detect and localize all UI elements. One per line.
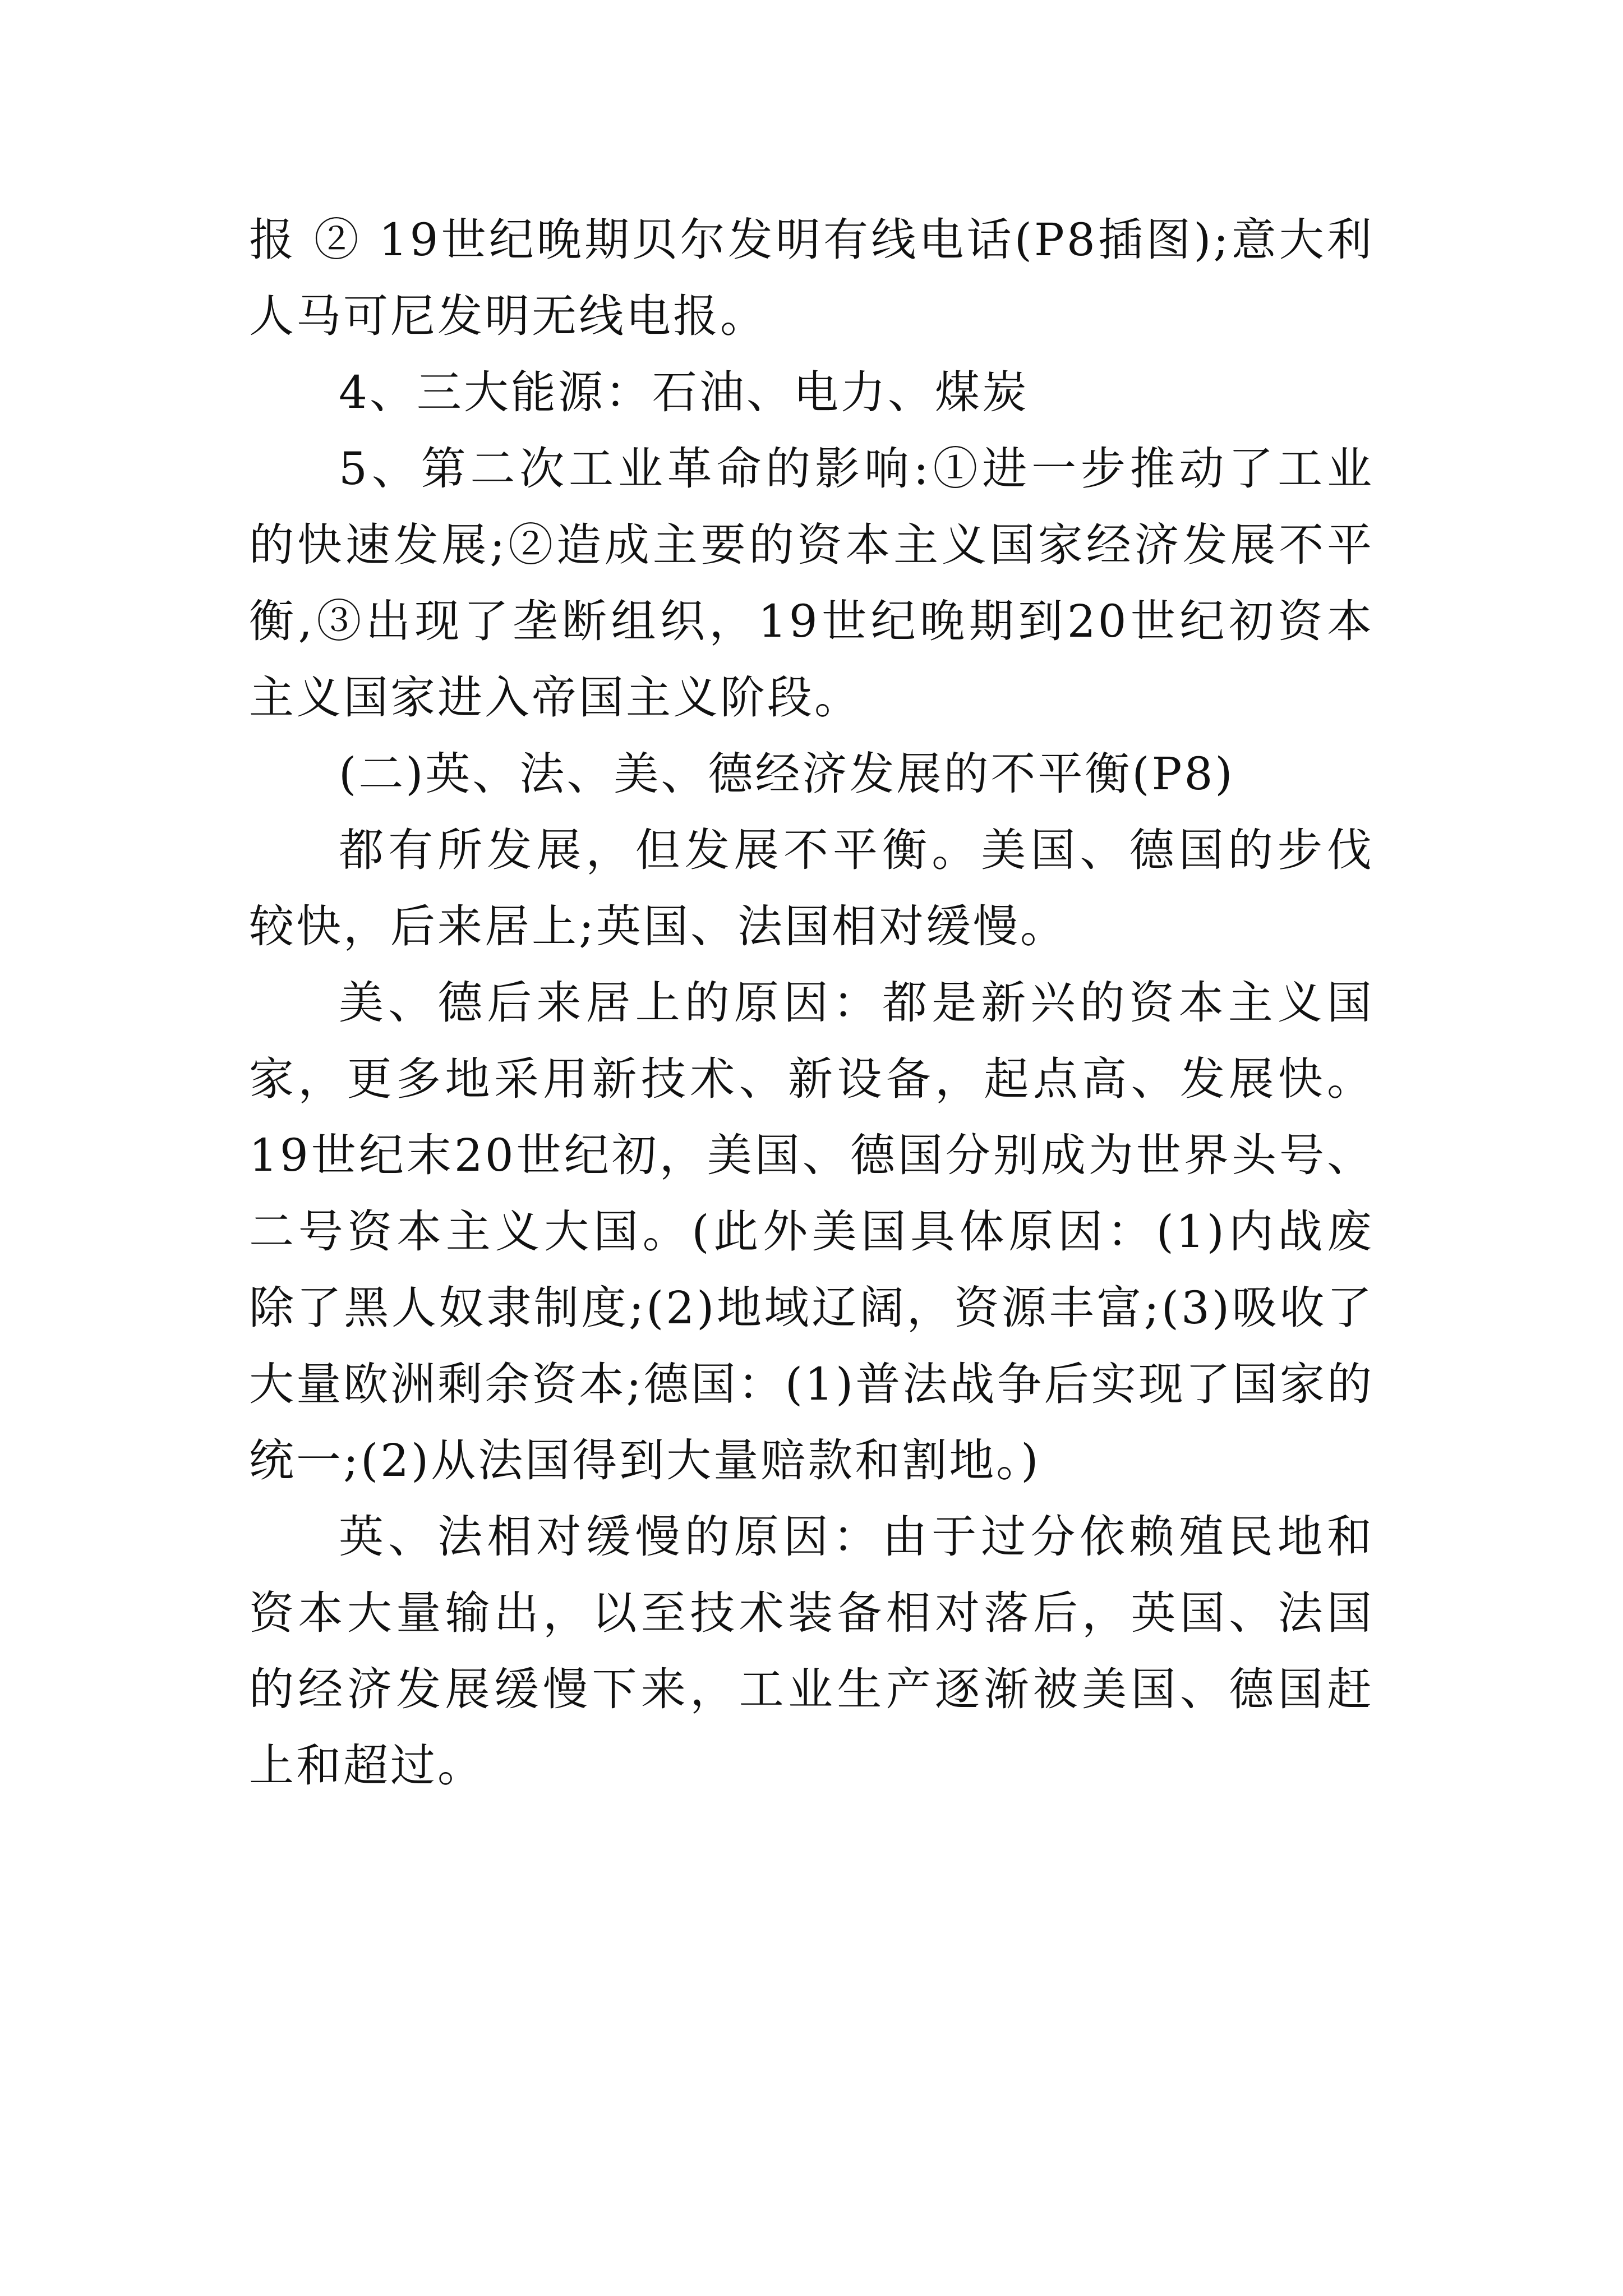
paragraph-three-energy-sources: 4、三大能源：石油、电力、煤炭: [339, 366, 1029, 418]
section-heading-uneven-development: (二)英、法、美、德经济发展的不平衡(P8): [339, 748, 1235, 800]
document-body: [249, 202, 1374, 1804]
paragraph-telephone-radio: 报 ② 19世纪晚期贝尔发明有线电话(P8插图);意大利人马可尼发明无线电报。: [249, 214, 1374, 342]
paragraph-britain-france-reasons: 英、法相对缓慢的原因：由于过分依赖殖民地和资本大量输出，以至技术装备相对落后，英国、法国的经济发展缓慢下来，工业生产逐渐被美国、德国赶上和超过。: [249, 1511, 1374, 1792]
paragraph-us-germany-reasons: 美、德后来居上的原因：都是新兴的资本主义国家，更多地采用新技术、新设备，起点高、发展快。19世纪末20世纪初，美国、德国分别成为世界头号、二号资本主义大国。(此外美国具体原因：(1)内战废除了黑人奴隶制度;(2)地域辽阔，资源丰富;(3)吸收了大量欧洲剩余资本;德国：(1)普法战争后实现了国家的统一;(2)从法国得到大量赔款和割地。): [249, 977, 1374, 1487]
paragraph-industrial-revolution-impact: 5、第二次工业革命的影响:①进一步推动了工业的快速发展;②造成主要的资本主义国家经济发展不平衡,③出现了垄断组织，19世纪晚期到20世纪初资本主义国家进入帝国主义阶段。: [249, 443, 1374, 724]
paragraph-uneven-development: 都有所发展，但发展不平衡。美国、德国的步伐较快，后来居上;英国、法国相对缓慢。: [249, 824, 1374, 953]
